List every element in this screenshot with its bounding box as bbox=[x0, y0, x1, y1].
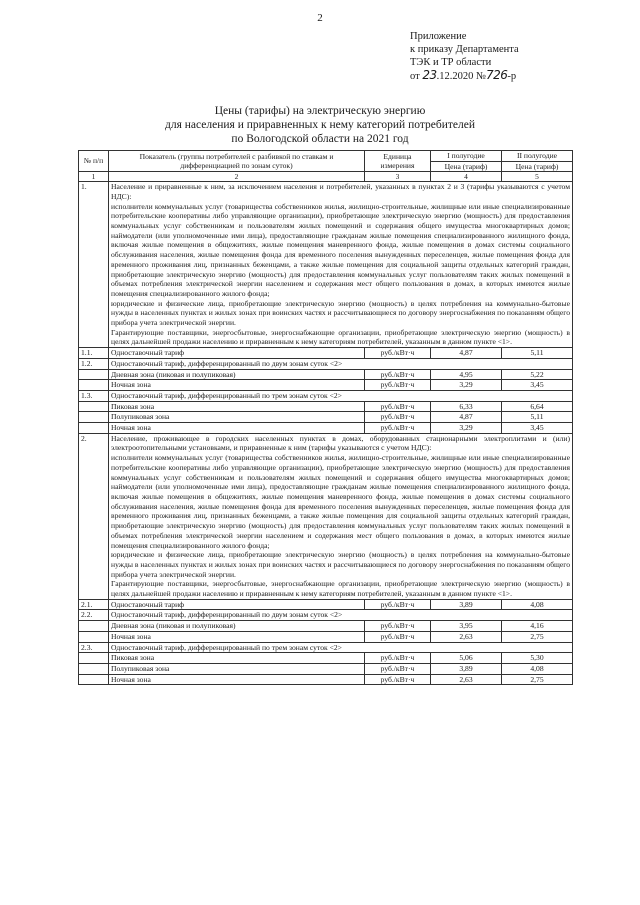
row-price-half1: 3,29 bbox=[431, 380, 502, 391]
section-2-description bbox=[79, 433, 573, 599]
section-paragraph: Гарантирующие поставщики, энергосбытовые, энергоснабжающие организации, приобретающие электрическую энергию (мощность) в целях дальнейшей продажи населению и приравненным к нему категориям потребителей, указанным в данном пункте <1>. bbox=[111, 327, 570, 347]
row-price-half1: 4,87 bbox=[431, 412, 502, 423]
row-name: Полупиковая зона bbox=[109, 412, 365, 423]
row-name: Ночная зона bbox=[109, 380, 365, 391]
table-row bbox=[79, 369, 573, 380]
row-num bbox=[79, 412, 109, 423]
column-index-row bbox=[79, 172, 573, 182]
row-price-half2: 2,75 bbox=[502, 631, 573, 642]
row-name: Ночная зона bbox=[109, 674, 365, 685]
row-price-half2: 4,08 bbox=[502, 599, 573, 610]
table-row bbox=[79, 390, 573, 401]
row-num: 1.1. bbox=[79, 348, 109, 359]
header-num: № п/п bbox=[79, 151, 109, 172]
row-name: Одноставочный тариф bbox=[109, 348, 365, 359]
appendix-line-2: к приказу Департамента bbox=[410, 44, 519, 55]
row-unit: руб./кВт·ч bbox=[365, 412, 431, 423]
row-price-half1: 4,87 bbox=[431, 348, 502, 359]
col-index: 1 bbox=[79, 172, 109, 182]
row-num bbox=[79, 674, 109, 685]
section-text bbox=[109, 433, 573, 599]
header-half2-price: Цена (тариф) bbox=[502, 161, 573, 172]
row-price-half2: 2,75 bbox=[502, 674, 573, 685]
table-row bbox=[79, 358, 573, 369]
table-row bbox=[79, 663, 573, 674]
row-name: Полупиковая зона bbox=[109, 663, 365, 674]
row-num bbox=[79, 423, 109, 434]
row-price-half1: 2,63 bbox=[431, 631, 502, 642]
row-num: 2.2. bbox=[79, 610, 109, 621]
row-num bbox=[79, 653, 109, 664]
row-name: Пиковая зона bbox=[109, 653, 365, 664]
row-price-half1: 3,89 bbox=[431, 599, 502, 610]
row-unit: руб./кВт·ч bbox=[365, 621, 431, 632]
section-paragraph: Население и приравненные к ним, за исключением населения и потребителей, указанных в пунктах 2 и 3 (тарифы указываются с учетом НДС): bbox=[111, 182, 570, 201]
row-price-half2: 3,45 bbox=[502, 423, 573, 434]
row-unit: руб./кВт·ч bbox=[365, 369, 431, 380]
row-num bbox=[79, 621, 109, 632]
row-price-half2: 5,11 bbox=[502, 348, 573, 359]
row-price-half1: 3,95 bbox=[431, 621, 502, 632]
document-title bbox=[0, 104, 640, 146]
date-rest: .12.2020 № bbox=[436, 71, 487, 82]
row-name: Одноставочный тариф, дифференцированный по двум зонам суток <2> bbox=[109, 358, 573, 369]
table-row bbox=[79, 642, 573, 653]
col-index: 4 bbox=[431, 172, 502, 182]
appendix-line-1: Приложение bbox=[410, 31, 467, 42]
table-row bbox=[79, 401, 573, 412]
header-half1-price: Цена (тариф) bbox=[431, 161, 502, 172]
table-row bbox=[79, 610, 573, 621]
row-unit: руб./кВт·ч bbox=[365, 380, 431, 391]
appendix-date-line bbox=[410, 69, 519, 83]
row-name: Одноставочный тариф bbox=[109, 599, 365, 610]
row-unit: руб./кВт·ч bbox=[365, 653, 431, 664]
row-num: 2.3. bbox=[79, 642, 109, 653]
row-unit: руб./кВт·ч bbox=[365, 423, 431, 434]
row-name: Ночная зона bbox=[109, 423, 365, 434]
row-name: Ночная зона bbox=[109, 631, 365, 642]
doc-suffix: -р bbox=[507, 71, 517, 82]
table-row bbox=[79, 621, 573, 632]
row-num bbox=[79, 401, 109, 412]
row-price-half1: 6,33 bbox=[431, 401, 502, 412]
row-unit: руб./кВт·ч bbox=[365, 663, 431, 674]
section-num: 1. bbox=[79, 182, 109, 348]
tariff-table bbox=[78, 150, 573, 685]
section-paragraph: юридические и физические лица, приобретающие электрическую энергию (мощность) в целях потребления на коммунально-бытовые нужды в населенных пунктах и жилых зонах при воинских частях и рассчитывающиеся по договору энергоснабжения по показаниям общего прибора учета электрической энергии. bbox=[111, 550, 570, 579]
table-row bbox=[79, 599, 573, 610]
header-indicator: Показатель (группы потребителей с разбивкой по ставкам и дифференциацией по зонам суток) bbox=[109, 151, 365, 172]
row-price-half2: 5,22 bbox=[502, 369, 573, 380]
row-name: Дневная зона (пиковая и полупиковая) bbox=[109, 621, 365, 632]
section-paragraph: исполнители коммунальных услуг (товарищества собственников жилья, жилищно-строительные, жилищные или иные специализированные потребительские кооперативы либо управляющие организации), приобретающие электрическую энергию (мощность) для предоставления коммунальных услуг собственникам и пользователям жилых помещений и содержания общего имущества многоквартирных домов; наймодатели (или уполномоченные ими лица), предоставляющие гражданам жилые помещения специализированного жилищного фонда, включая жилые помещения в общежитиях, жилые помещения маневренного фонда, жилые помещения в домах системы социального обслуживания населения, жилые помещения фонда для временного поселения вынужденных переселенцев, жилые помещения фонда для временного проживания лиц, признанных беженцами, а также жилые помещения для социальной защиты отдельных категорий граждан, приобретающие электрическую энергию (мощность) для предоставления коммунальных услуг пользователям таких жилых помещений в объемах потребления электрической энергии населением и содержания мест общего пользования в домах, в которых имеются жилые помещения специализированного жилого фонда; bbox=[111, 453, 570, 550]
row-unit: руб./кВт·ч bbox=[365, 674, 431, 685]
section-1-description bbox=[79, 182, 573, 348]
row-unit: руб./кВт·ч bbox=[365, 599, 431, 610]
title-line-2: для населения и приравненных к нему категорий потребителей bbox=[165, 119, 475, 131]
section-paragraph: исполнители коммунальных услуг (товарищества собственников жилья, жилищно-строительные, жилищные или иные специализированные потребительские кооперативы либо управляющие организации), приобретающие электрическую энергию (мощность) для предоставления коммунальных услуг собственникам и пользователям жилых помещений и содержания общего имущества многоквартирных домов; наймодатели (или уполномоченные ими лица), предоставляющие гражданам жилые помещения специализированного жилищного фонда, включая жилые помещения в общежитиях, жилые помещения маневренного фонда, жилые помещения в домах системы социального обслуживания населения, жилые помещения фонда для временного поселения вынужденных переселенцев, жилые помещения фонда для временного проживания лиц, признанных беженцами, а также жилые помещения для социальной защиты отдельных категорий граждан, приобретающие электрическую энергию (мощность) для предоставления коммунальных услуг пользователям таких жилых помещений в объемах потребления электрической энергии населением и содержания мест общего пользования в домах, в которых имеются жилые помещения специализированного жилого фонда; bbox=[111, 201, 570, 298]
table-row bbox=[79, 653, 573, 664]
row-price-half2: 4,16 bbox=[502, 621, 573, 632]
row-name: Одноставочный тариф, дифференцированный по двум зонам суток <2> bbox=[109, 610, 573, 621]
table-row bbox=[79, 631, 573, 642]
row-price-half2: 4,08 bbox=[502, 663, 573, 674]
row-name: Пиковая зона bbox=[109, 401, 365, 412]
date-day-handwritten: 23 bbox=[422, 68, 437, 82]
row-num bbox=[79, 663, 109, 674]
col-index: 3 bbox=[365, 172, 431, 182]
section-num: 2. bbox=[79, 433, 109, 599]
row-unit: руб./кВт·ч bbox=[365, 631, 431, 642]
row-unit: руб./кВт·ч bbox=[365, 401, 431, 412]
table-header bbox=[79, 151, 573, 182]
row-price-half2: 5,11 bbox=[502, 412, 573, 423]
row-price-half2: 5,30 bbox=[502, 653, 573, 664]
row-price-half1: 3,89 bbox=[431, 663, 502, 674]
table-row bbox=[79, 348, 573, 359]
section-paragraph: Население, проживающее в городских населенных пунктах в домах, оборудованных стационарными электроплитами и (или) электроотопительными установками, и приравненные к ним (тарифы указываются с учетом НДС): bbox=[111, 433, 570, 453]
row-name: Одноставочный тариф, дифференцированный по трем зонам суток <2> bbox=[109, 390, 573, 401]
row-num: 2.1. bbox=[79, 599, 109, 610]
doc-number-handwritten: 726 bbox=[486, 68, 508, 82]
section-paragraph: Гарантирующие поставщики, энергосбытовые, энергоснабжающие организации, приобретающие электрическую энергию (мощность) в целях дальнейшей продажи населению и приравненным к нему категориям потребителей, указанным в данном пункте <1>. bbox=[111, 579, 570, 599]
table-row bbox=[79, 380, 573, 391]
appendix-line-3: ТЭК и ТР области bbox=[410, 57, 492, 68]
date-prefix: от bbox=[410, 71, 423, 82]
section-text bbox=[109, 182, 573, 348]
row-price-half1: 4,95 bbox=[431, 369, 502, 380]
appendix-block bbox=[410, 30, 519, 83]
row-num bbox=[79, 631, 109, 642]
row-price-half2: 6,64 bbox=[502, 401, 573, 412]
page-number: 2 bbox=[317, 12, 323, 24]
row-price-half1: 2,63 bbox=[431, 674, 502, 685]
row-num bbox=[79, 369, 109, 380]
title-line-3: по Вологодской области на 2021 год bbox=[231, 133, 409, 145]
header-half2: II полугодие bbox=[502, 151, 573, 162]
row-num: 1.3. bbox=[79, 390, 109, 401]
row-price-half1: 3,29 bbox=[431, 423, 502, 434]
header-unit: Единица измерения bbox=[365, 151, 431, 172]
row-name: Одноставочный тариф, дифференцированный по трем зонам суток <2> bbox=[109, 642, 573, 653]
row-num: 1.2. bbox=[79, 358, 109, 369]
row-price-half2: 3,45 bbox=[502, 380, 573, 391]
header-half1: I полугодие bbox=[431, 151, 502, 162]
table-row bbox=[79, 423, 573, 434]
col-index: 2 bbox=[109, 172, 365, 182]
row-name: Дневная зона (пиковая и полупиковая) bbox=[109, 369, 365, 380]
row-price-half1: 5,06 bbox=[431, 653, 502, 664]
row-num bbox=[79, 380, 109, 391]
col-index: 5 bbox=[502, 172, 573, 182]
table-row bbox=[79, 412, 573, 423]
title-line-1: Цены (тарифы) на электрическую энергию bbox=[214, 105, 426, 117]
section-paragraph: юридические и физические лица, приобретающие электрическую энергию (мощность) в целях потребления на коммунально-бытовые нужды в населенных пунктах и жилых зонах при воинских частях и рассчитывающиеся по договору энергоснабжения по показаниям общего прибора учета электрической энергии. bbox=[111, 298, 570, 328]
table-row bbox=[79, 674, 573, 685]
row-unit: руб./кВт·ч bbox=[365, 348, 431, 359]
